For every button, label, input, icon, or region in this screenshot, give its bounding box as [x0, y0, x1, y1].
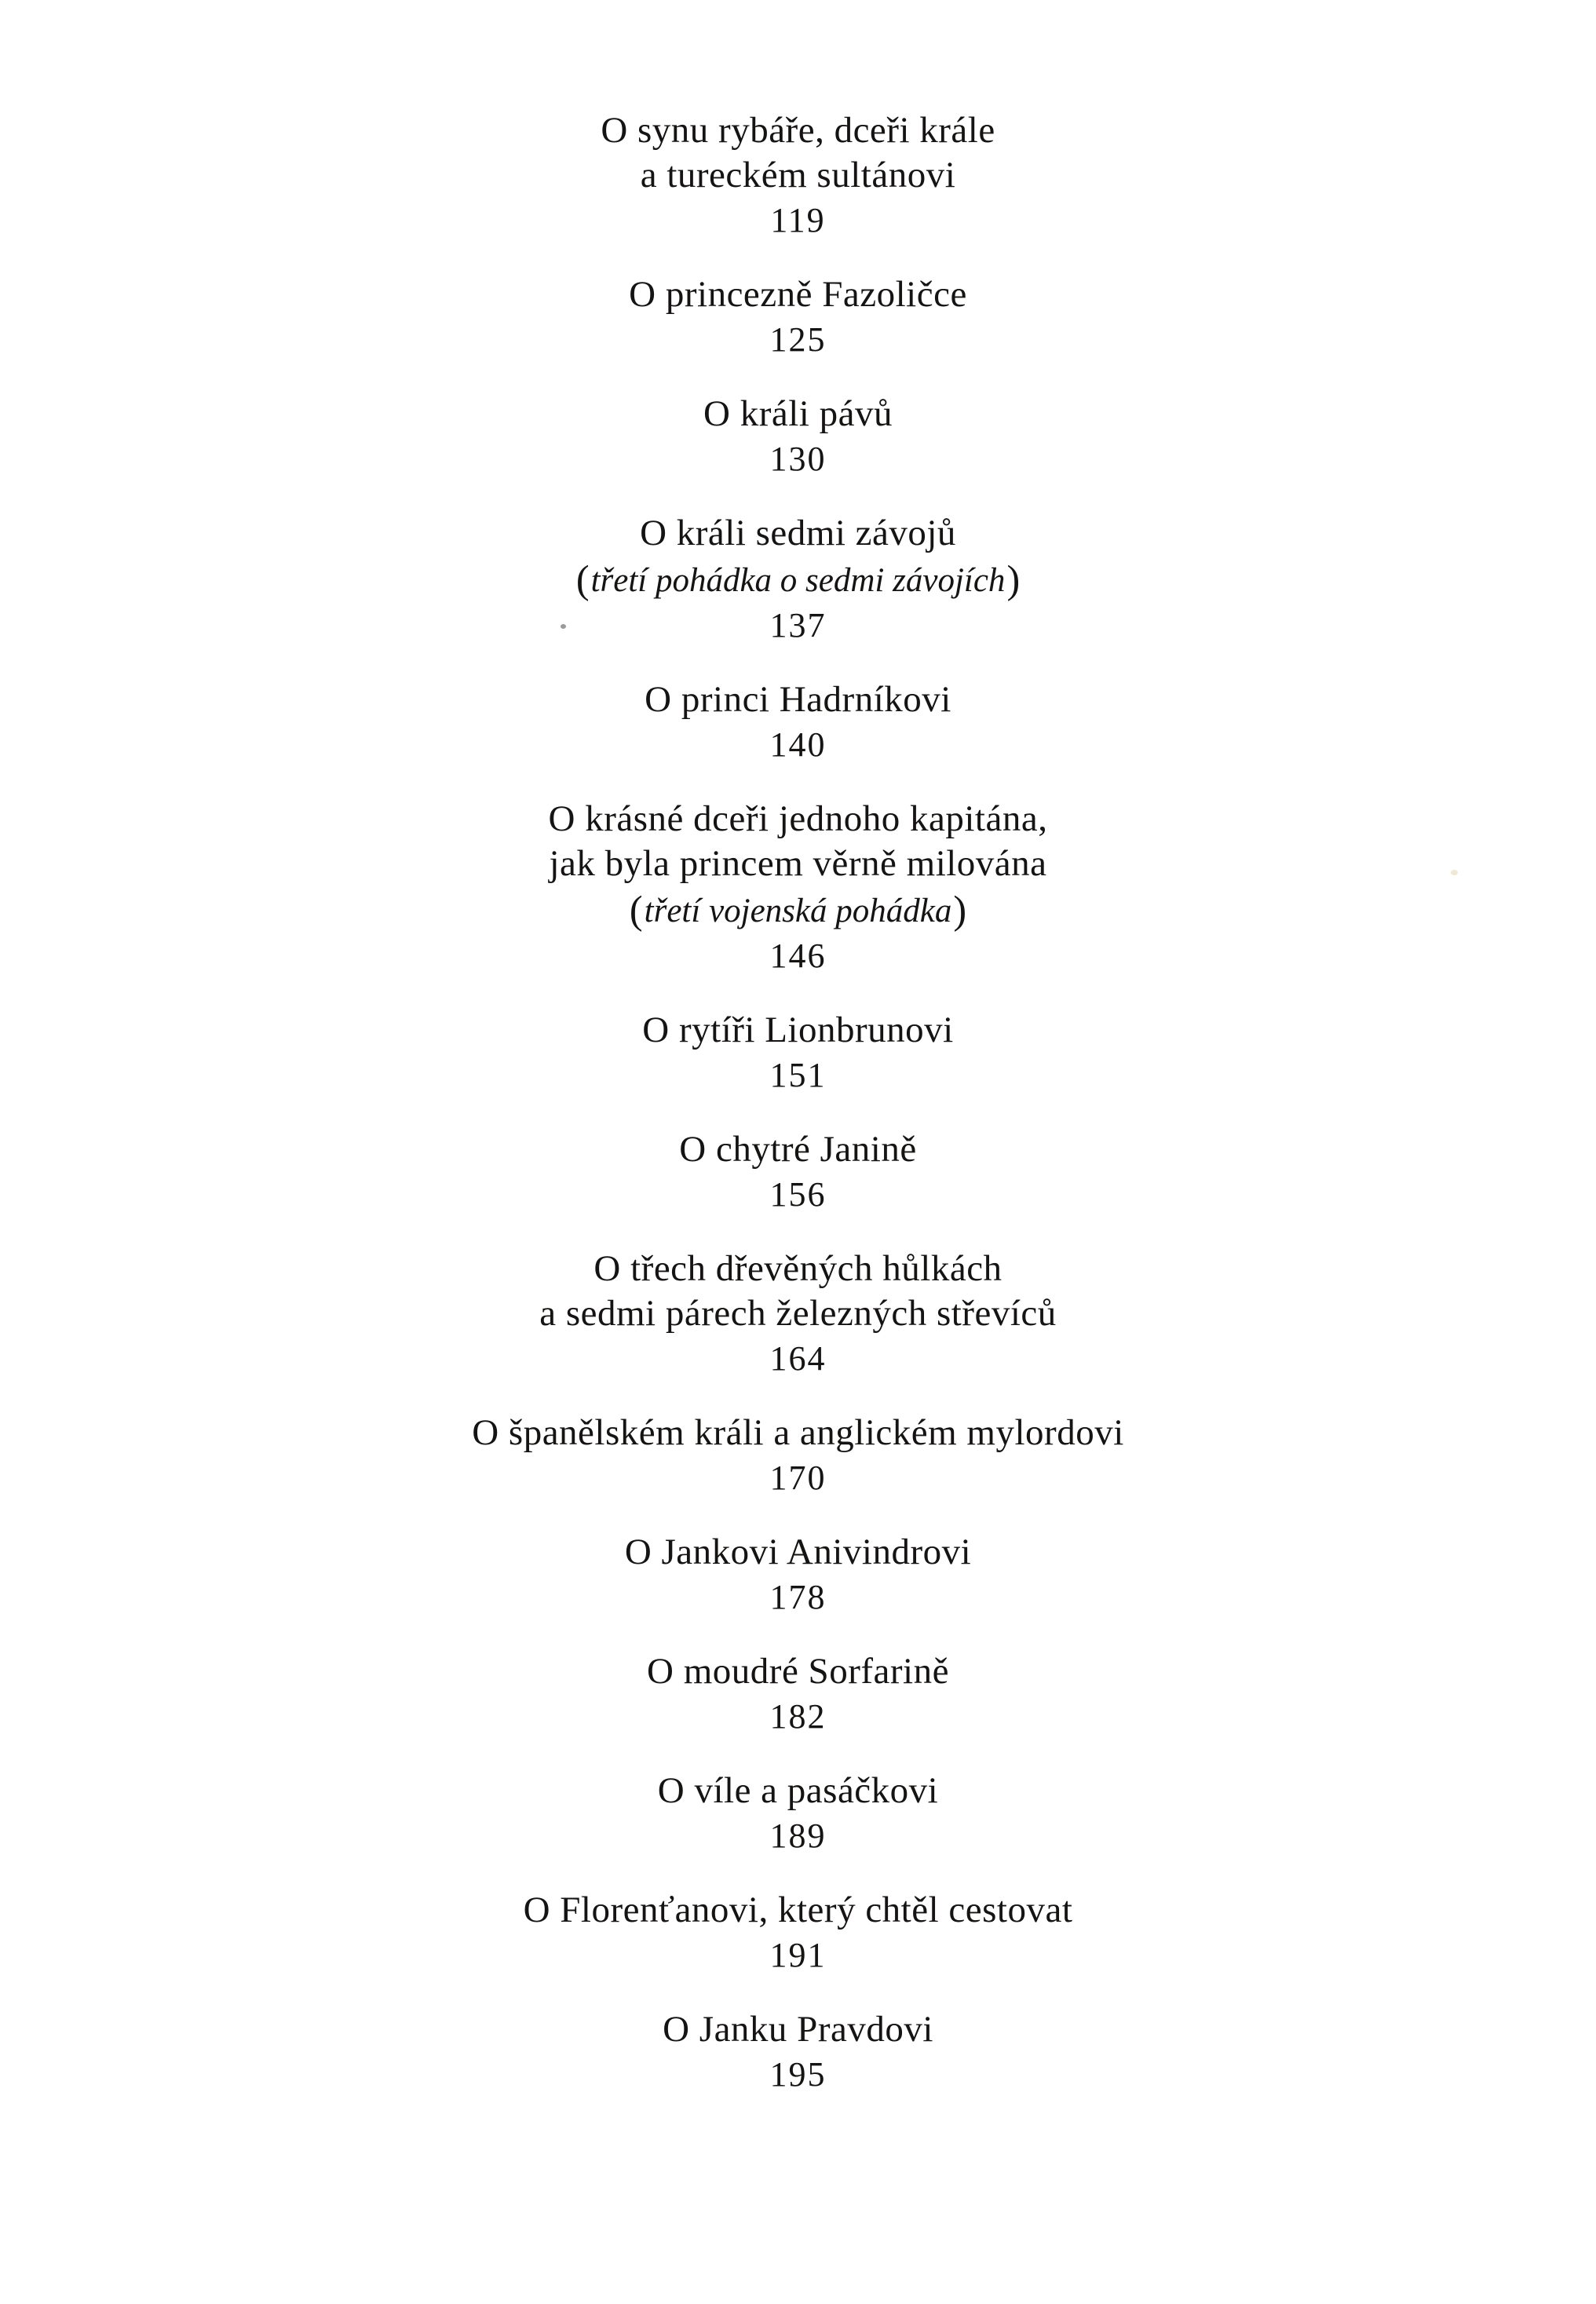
toc-entry	[679, 1127, 916, 1217]
toc-entry-title-line: O moudré Sorfarině	[647, 1651, 949, 1692]
scan-speck	[561, 624, 566, 629]
scan-speck	[1451, 870, 1458, 875]
toc-entry-page-number: 170	[769, 1459, 827, 1497]
toc-entry	[539, 1247, 1057, 1381]
toc-entry-page-number: 178	[769, 1578, 827, 1616]
toc-entry	[524, 1888, 1073, 1977]
toc-entry-title-line: O Jankovi Anivindrovi	[624, 1532, 972, 1572]
toc-entry	[658, 1769, 938, 1858]
toc-entry-page-number: 151	[769, 1056, 827, 1094]
toc-entry-page-number: 182	[769, 1697, 827, 1736]
toc-entry-page-number: 137	[769, 606, 827, 644]
toc-entry-page-number: 191	[769, 1936, 827, 1974]
toc-entry-page-number: 125	[769, 320, 827, 359]
toc-entry-title-line: O králi sedmi závojů	[640, 513, 956, 553]
toc-entry	[645, 677, 951, 767]
toc-entry-title-line: O třech dřevěných hůlkách	[593, 1248, 1003, 1289]
toc-entry	[663, 2007, 933, 2097]
toc-entry-page-number: 146	[769, 937, 827, 975]
toc-entry-title-line: O Janku Pravdovi	[663, 2009, 933, 2050]
toc-entry-page-number: 156	[769, 1175, 827, 1214]
toc-entry	[575, 511, 1021, 648]
toc-entry-title-line: O chytré Janině	[679, 1129, 917, 1170]
subtitle-text: třetí vojenská pohádka	[644, 893, 952, 929]
toc-entry-title-line: O synu rybáře, dceři krále	[601, 110, 995, 151]
paren-open: (	[575, 557, 590, 601]
toc-entry	[642, 1008, 953, 1097]
toc-entry-title-line: O králi pávů	[703, 393, 893, 434]
toc-entry-subtitle	[575, 556, 1021, 603]
paren-open: (	[629, 888, 643, 932]
toc-entry	[647, 1649, 949, 1739]
toc-entry-title-line: O rytíři Lionbrunovi	[642, 1010, 954, 1050]
toc-entry	[629, 272, 967, 362]
paren-close: )	[1006, 557, 1021, 601]
toc-entry-title-line: O krásné dceři jednoho kapitána,	[548, 798, 1048, 839]
toc-entry-title-line: O princezně Fazoličce	[629, 274, 967, 315]
table-of-contents	[0, 108, 1596, 2127]
toc-entry-page-number: 119	[770, 201, 826, 239]
toc-entry-page-number: 195	[769, 2055, 827, 2094]
subtitle-text: třetí pohádka o sedmi závojích	[590, 562, 1006, 599]
toc-entry	[472, 1411, 1124, 1500]
toc-entry	[601, 108, 995, 243]
paren-close: )	[953, 888, 967, 932]
toc-entry	[625, 1530, 971, 1619]
toc-entry-title-line: a tureckém sultánovi	[640, 155, 956, 195]
toc-entry-title-line: O princi Hadrníkovi	[645, 679, 951, 720]
toc-entry-title-line: O Florenťanovi, který chtěl cestovat	[523, 1890, 1073, 1930]
toc-entry-page-number: 189	[769, 1817, 827, 1855]
toc-entry	[549, 797, 1048, 978]
toc-entry-title-line: a sedmi párech železných střevíců	[539, 1293, 1057, 1334]
toc-entry-page-number: 164	[769, 1339, 827, 1378]
toc-entry-subtitle	[549, 886, 1048, 933]
toc-entry-page-number: 130	[769, 440, 827, 478]
toc-entry-page-number: 140	[769, 725, 827, 764]
toc-entry-title-line: jak byla princem věrně milována	[549, 843, 1047, 884]
toc-entry-title-line: O víle a pasáčkovi	[657, 1770, 939, 1811]
toc-entry-title-line: O španělském králi a anglickém mylordovi	[472, 1412, 1124, 1453]
toc-entry	[703, 392, 893, 481]
